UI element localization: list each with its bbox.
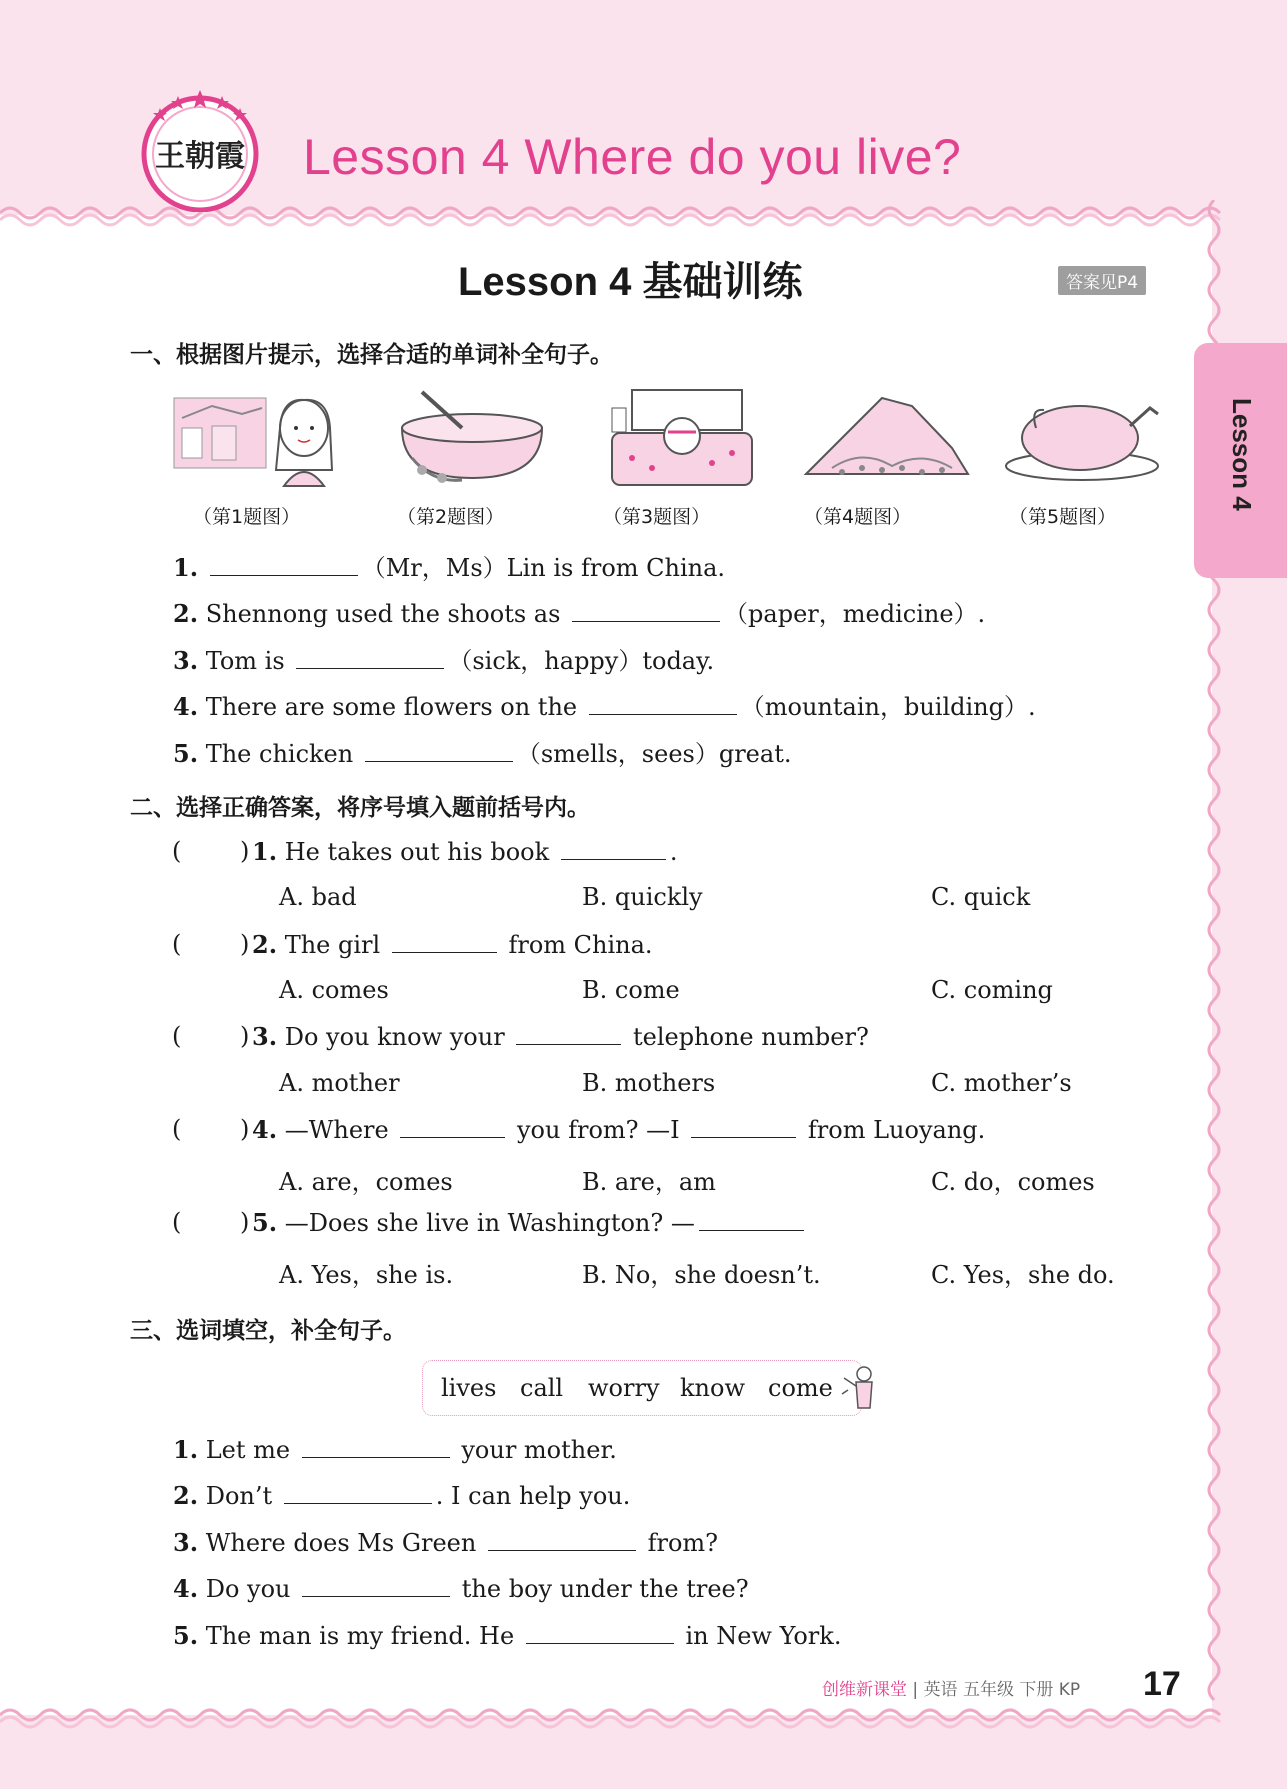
item-number: 2. — [173, 599, 199, 628]
item-text: . — [669, 838, 678, 866]
answer-paren-open: ( — [172, 837, 182, 865]
answer-blank[interactable] — [516, 1022, 621, 1045]
option-a[interactable]: A. Yes，she is. — [279, 1261, 454, 1289]
picture-4-mountain-illustration — [802, 388, 972, 488]
item-text: Do you — [205, 1575, 291, 1603]
footer-separator: | — [912, 1680, 919, 1700]
item-text: There are some flowers on the — [205, 693, 578, 721]
item-text: He takes out his book — [284, 838, 550, 866]
answer-paren-open: ( — [172, 1208, 182, 1236]
svg-text:王朝霞: 王朝霞 — [155, 139, 245, 174]
option-b[interactable]: B. are，am — [582, 1168, 716, 1196]
answer-blank[interactable] — [210, 553, 358, 576]
item-text: you from? —I — [517, 1116, 680, 1144]
section2-question-3 — [252, 1022, 869, 1051]
item-number: 2. — [252, 930, 278, 959]
item-text: Shennong used the shoots as — [205, 600, 561, 628]
answer-blank[interactable] — [392, 930, 497, 953]
answer-reference-tag: 答案见P4 — [1058, 266, 1146, 295]
section3-item-3 — [173, 1528, 718, 1557]
answer-blank[interactable] — [589, 692, 737, 715]
page-heading: Lesson 4 基础训练 — [458, 260, 803, 304]
item-number: 2. — [173, 1481, 199, 1510]
answer-blank[interactable] — [400, 1115, 505, 1138]
item-text: Do you know your — [284, 1023, 505, 1051]
answer-blank[interactable] — [296, 646, 444, 669]
item-text: from Luoyang. — [807, 1116, 986, 1144]
item-number: 5. — [173, 739, 199, 768]
answer-paren-open: ( — [172, 930, 182, 958]
item-text: （Mr，Ms）Lin is from China. — [361, 554, 726, 582]
picture-2-caption: （第2题图） — [397, 506, 505, 528]
item-text: from China. — [508, 931, 653, 959]
picture-5-chicken-illustration — [1000, 388, 1170, 488]
item-number: 4. — [173, 692, 199, 721]
word-bank-item: lives — [441, 1374, 497, 1402]
item-number: 3. — [252, 1022, 278, 1051]
option-c[interactable]: C. coming — [931, 976, 1053, 1004]
item-text: —Where — [284, 1116, 389, 1144]
option-c[interactable]: C. quick — [931, 883, 1031, 911]
section3-item-2 — [173, 1481, 630, 1510]
word-bank-item: come — [768, 1374, 833, 1402]
footer-brand — [822, 1675, 1080, 1700]
section1-item-5 — [173, 734, 791, 769]
picture-3-sick-boy-illustration — [592, 388, 762, 488]
item-text: from? — [647, 1529, 719, 1557]
item-number: 3. — [173, 646, 199, 675]
section2-question-5 — [252, 1208, 808, 1237]
section1-item-3 — [173, 641, 714, 676]
item-text: The man is my friend. He — [205, 1622, 515, 1650]
section2-title: 二、选择正确答案，将序号填入题前括号内。 — [130, 795, 590, 821]
answer-paren-close: ) — [240, 1208, 250, 1236]
answer-blank[interactable] — [526, 1621, 674, 1644]
section3-title: 三、选词填空，补全句子。 — [130, 1318, 406, 1344]
item-text: Tom is — [205, 647, 285, 675]
word-bank-item: know — [680, 1374, 745, 1402]
page-number: 17 — [1143, 1665, 1181, 1703]
option-b[interactable]: B. mothers — [582, 1069, 716, 1097]
item-text: （paper，medicine）. — [724, 600, 986, 628]
option-a[interactable]: A. are，comes — [279, 1168, 453, 1196]
answer-blank[interactable] — [284, 1481, 432, 1504]
option-a[interactable]: A. bad — [279, 883, 357, 911]
picture-3-caption: （第3题图） — [603, 506, 711, 528]
answer-blank[interactable] — [699, 1208, 804, 1231]
item-text: Where does Ms Green — [205, 1529, 477, 1557]
answer-blank[interactable] — [691, 1115, 796, 1138]
item-number: 1. — [252, 837, 278, 866]
answer-paren-close: ) — [240, 930, 250, 958]
section2-question-2 — [252, 930, 653, 959]
footer-brand-name: 创维新课堂 — [822, 1680, 907, 1700]
answer-blank[interactable] — [561, 837, 666, 860]
option-c[interactable]: C. mother’s — [931, 1069, 1072, 1097]
option-c[interactable]: C. Yes，she do. — [931, 1261, 1115, 1289]
section1-item-1 — [173, 548, 725, 583]
answer-paren-close: ) — [240, 1022, 250, 1050]
option-b[interactable]: B. come — [582, 976, 680, 1004]
answer-blank[interactable] — [302, 1435, 450, 1458]
picture-4-caption: （第4题图） — [804, 506, 912, 528]
item-text: —Does she live in Washington? — — [284, 1209, 695, 1237]
item-text: （smells，sees）great. — [516, 740, 792, 768]
side-tab-label: Lesson 4 — [1227, 398, 1257, 511]
picture-5-caption: （第5题图） — [1009, 506, 1117, 528]
picture-2-bowl-illustration — [382, 388, 552, 488]
item-text: The chicken — [205, 740, 354, 768]
item-text: your mother. — [461, 1436, 617, 1464]
lesson-title: Lesson 4 Where do you live? — [303, 129, 962, 185]
section1-item-4 — [173, 687, 1036, 722]
item-number: 4. — [252, 1115, 278, 1144]
item-text: in New York. — [685, 1622, 842, 1650]
picture-1-girl-illustration — [172, 388, 342, 488]
item-number: 5. — [252, 1208, 278, 1237]
section1-title: 一、根据图片提示，选择合适的单词补全句子。 — [130, 342, 613, 368]
item-number: 4. — [173, 1574, 199, 1603]
word-bank-item: call — [520, 1374, 564, 1402]
item-number: 1. — [173, 553, 199, 582]
answer-blank[interactable] — [572, 599, 720, 622]
item-text: Let me — [205, 1436, 291, 1464]
item-number: 1. — [173, 1435, 199, 1464]
option-b[interactable]: B. quickly — [582, 883, 703, 911]
section2-question-1 — [252, 837, 677, 866]
option-a[interactable]: A. comes — [279, 976, 389, 1004]
answer-paren-close: ) — [240, 837, 250, 865]
item-text: . I can help you. — [435, 1482, 631, 1510]
answer-paren-close: ) — [240, 1115, 250, 1143]
option-c[interactable]: C. do，comes — [931, 1168, 1095, 1196]
item-text: Don’t — [205, 1482, 273, 1510]
footer-meta: 英语 五年级 下册 KP — [923, 1680, 1081, 1700]
answer-blank[interactable] — [365, 739, 513, 762]
item-text: （sick，happy）today. — [448, 647, 715, 675]
section3-item-1 — [173, 1435, 617, 1464]
bottom-wave-border — [0, 1700, 1287, 1730]
option-a[interactable]: A. mother — [279, 1069, 400, 1097]
option-b[interactable]: B. No，she doesn’t. — [582, 1261, 821, 1289]
section3-item-4 — [173, 1574, 749, 1603]
fairy-icon — [840, 1364, 880, 1414]
section1-item-2 — [173, 594, 985, 629]
item-number: 3. — [173, 1528, 199, 1557]
answer-blank[interactable] — [488, 1528, 636, 1551]
item-number: 5. — [173, 1621, 199, 1650]
item-text: telephone number? — [632, 1023, 869, 1051]
answer-paren-open: ( — [172, 1115, 182, 1143]
item-text: the boy under the tree? — [461, 1575, 749, 1603]
answer-paren-open: ( — [172, 1022, 182, 1050]
item-text: The girl — [284, 931, 381, 959]
answer-blank[interactable] — [302, 1574, 450, 1597]
section3-item-5 — [173, 1621, 841, 1650]
item-text: （mountain，building）. — [740, 693, 1036, 721]
section2-question-4 — [252, 1115, 985, 1144]
word-bank-item: worry — [588, 1374, 660, 1402]
picture-1-caption: （第1题图） — [193, 506, 301, 528]
brand-logo — [138, 88, 262, 212]
